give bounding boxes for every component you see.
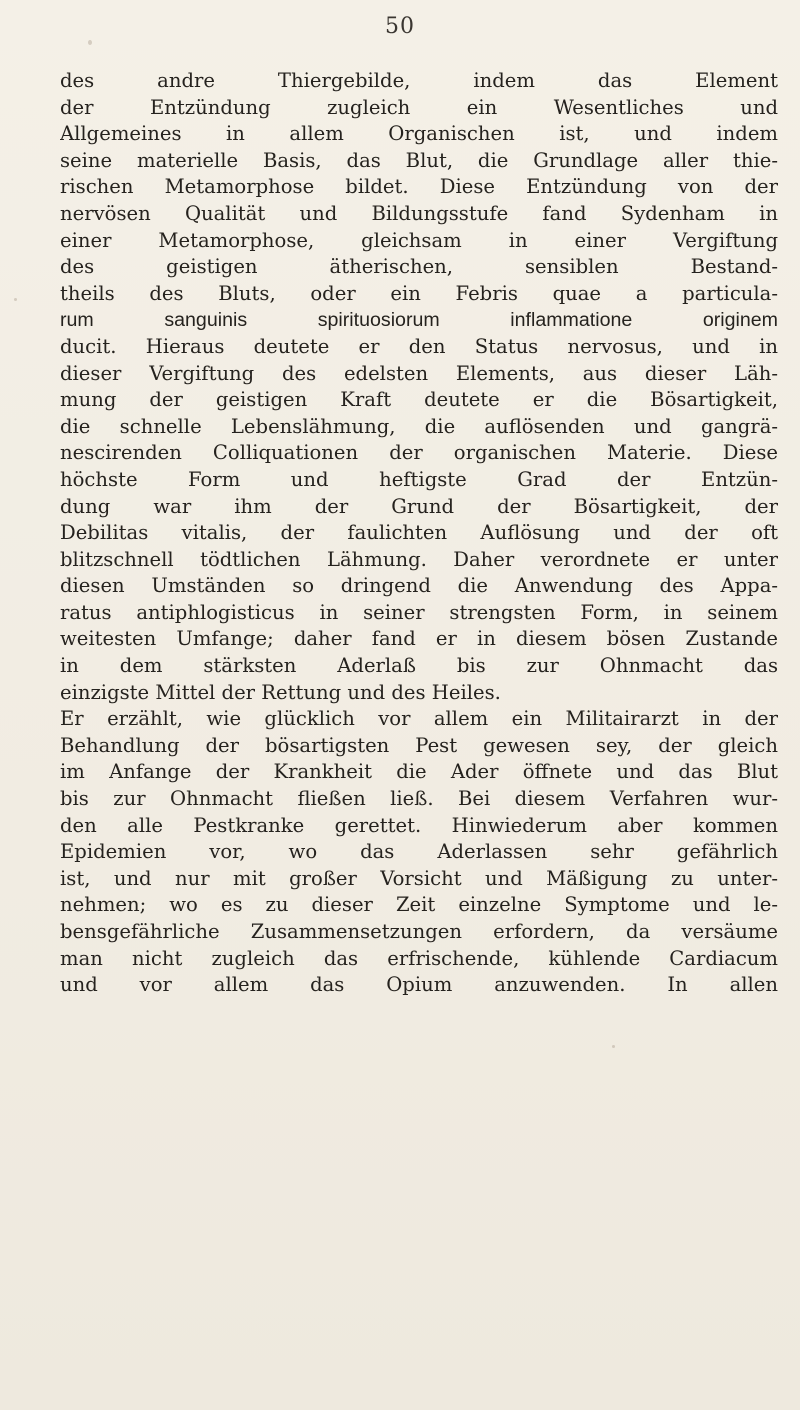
- text-line: rum sanguinis spirituosiorum inflammatione originem: [60, 309, 778, 332]
- text-line: den alle Pestkranke gerettet. Hinwiederum aber kommen: [60, 813, 778, 837]
- text-line: nehmen; wo es zu dieser Zeit einzelne Symptome und le-: [60, 893, 778, 917]
- text-line: dung war ihm der Grund der Bösartigkeit, der: [60, 494, 778, 518]
- text-line: man nicht zugleich das erfrischende, kühlende Cardiacum: [60, 946, 778, 970]
- text-line: Behandlung der bösartigsten Pest gewesen sey, der gleich: [60, 733, 778, 757]
- text-line: Debilitas vitalis, der faulichten Auflösung und der oft: [60, 521, 778, 545]
- paper-stain: [14, 298, 17, 301]
- text-line: blitzschnell tödtlichen Lähmung. Daher verordnete er unter: [60, 547, 778, 571]
- text-line: theils des Bluts, oder ein Febris quae a particula-: [60, 281, 778, 305]
- text-line: der Entzündung zugleich ein Wesentliches und: [60, 95, 778, 119]
- text-line: mung der geistigen Kraft deutete er die Bösartigkeit,: [60, 388, 778, 412]
- paper-stain: [88, 40, 92, 45]
- text-line: weitesten Umfange; daher fand er in diesem bösen Zustande: [60, 627, 778, 651]
- text-line: Er erzählt, wie glücklich vor allem ein Militairarzt in der: [60, 707, 778, 731]
- body-text: [60, 68, 778, 999]
- text-line: diesen Umständen so dringend die Anwendung des Appa-: [60, 574, 778, 598]
- text-line: ducit. Hieraus deutete er den Status nervosus, und in: [60, 334, 778, 358]
- text-line: höchste Form und heftigste Grad der Entzün-: [60, 467, 778, 491]
- text-line: im Anfange der Krankheit die Ader öffnete und das Blut: [60, 760, 778, 784]
- text-line: bis zur Ohnmacht fließen ließ. Bei diesem Verfahren wur-: [60, 787, 778, 811]
- text-line: bensgefährliche Zusammensetzungen erfordern, da versäume: [60, 920, 778, 943]
- text-line: Epidemien vor, wo das Aderlassen sehr gefährlich: [60, 840, 778, 864]
- page-number: 50: [385, 14, 415, 39]
- paper-stain: [612, 1045, 615, 1048]
- text-line: nervösen Qualität und Bildungsstufe fand Sydenham in: [60, 201, 778, 225]
- text-line: einer Metamorphose, gleichsam in einer Vergiftung: [60, 228, 778, 252]
- text-line: nescirenden Colliquationen der organischen Materie. Diese: [60, 441, 778, 465]
- text-line: Allgemeines in allem Organischen ist, und indem: [60, 122, 778, 146]
- text-line: ist, und nur mit großer Vorsicht und Mäßigung zu unter-: [60, 866, 778, 890]
- text-line: einzigste Mittel der Rettung und des Heiles.: [60, 680, 501, 704]
- text-line: rischen Metamorphose bildet. Diese Entzündung von der: [60, 175, 778, 199]
- text-line: seine materielle Basis, das Blut, die Grundlage aller thie-: [60, 148, 778, 172]
- text-line: des geistigen ätherischen, sensiblen Bestand-: [60, 255, 778, 279]
- text-line: ratus antiphlogisticus in seiner strengsten Form, in seinem: [60, 600, 778, 624]
- text-line: die schnelle Lebenslähmung, die auflösenden und gangrä-: [60, 414, 778, 438]
- text-line: und vor allem das Opium anzuwenden. In allen: [60, 973, 778, 997]
- text-line: des andre Thiergebilde, indem das Element: [60, 69, 778, 92]
- text-line: dieser Vergiftung des edelsten Elements, aus dieser Läh-: [60, 361, 778, 385]
- text-line: in dem stärksten Aderlaß bis zur Ohnmacht das: [60, 654, 778, 678]
